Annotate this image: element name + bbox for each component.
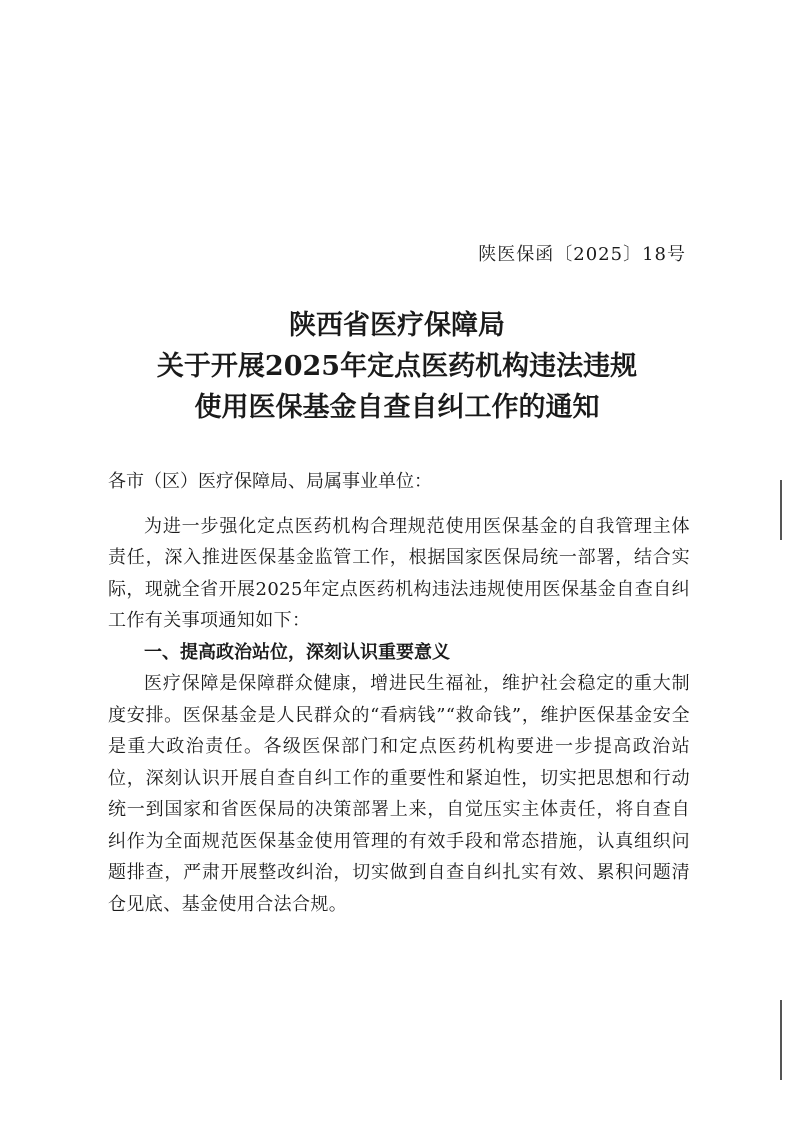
addressee: 各市（区）医疗保障局、局属事业单位： (108, 471, 432, 492)
document-number: 陕医保函〔2025〕18号 (478, 244, 686, 265)
scan-edge-mark (780, 1000, 782, 1080)
document-body (108, 466, 690, 920)
scan-edge-mark (780, 480, 782, 540)
intro-paragraph: 为进一步强化定点医药机构合理规范使用医保基金的自我管理主体责任，深入推进医保基金监管工作，根据国家医保局统一部署，结合实际，现就全省开展2025年定点医药机构违法违规使用医保基金自查自纠工作有关事项通知如下： (108, 515, 690, 631)
section-1-paragraph: 医疗保障是保障群众健康，增进民生福祉，维护社会稳定的重大制度安排。医保基金是人民群众的“看病钱”“救命钱”，维护医保基金安全是重大政治责任。各级医保部门和定点医药机构要进一步提高政治站位，深刻认识开展自查自纠工作的重要性和紧迫性，切实把思想和行动统一到国家和省医保局的决策部署上来，自觉压实主体责任，将自查自纠作为全面规范医保基金使用管理的有效手段和常态措施，认真组织问题排查，严肃开展整改纠治，切实做到自查自纠扎实有效、累积问题清仓见底、基金使用合法合规。 (108, 673, 690, 915)
title-line-1: 陕西省医疗保障局 (289, 310, 505, 341)
section-1-heading: 一、提高政治站位，深刻认识重要意义 (144, 641, 450, 663)
title-line-2: 关于开展2025年定点医药机构违法违规 (156, 351, 638, 382)
title-line-3: 使用医保基金自查自纠工作的通知 (194, 392, 600, 423)
document-title (0, 305, 794, 428)
